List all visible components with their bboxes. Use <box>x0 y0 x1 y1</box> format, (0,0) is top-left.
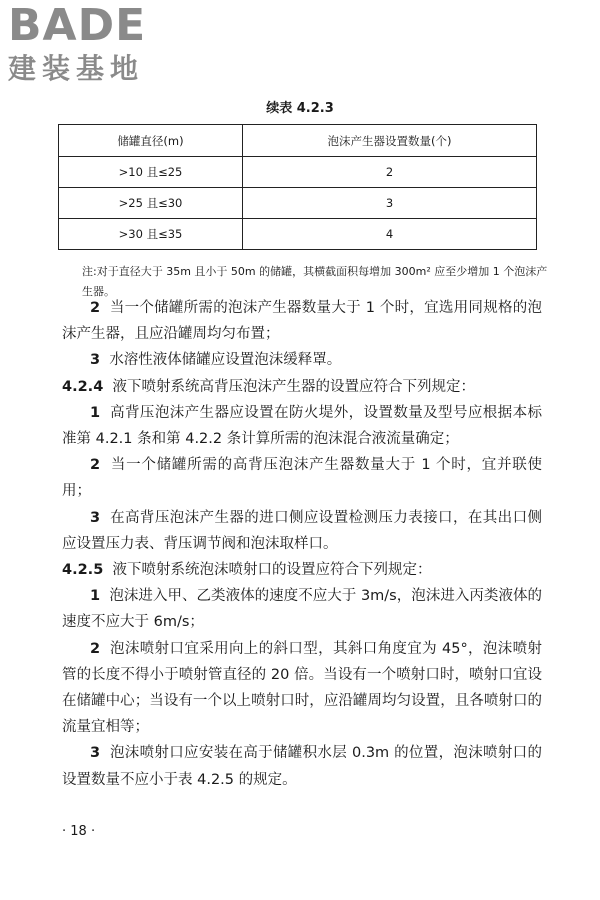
table-row <box>59 188 537 219</box>
clause-text: 当一个储罐所需的高背压泡沫产生器数量大于 1 个时，宜并联使用； <box>62 457 542 500</box>
clause-text: 当一个储罐所需的泡沫产生器数量大于 1 个时，宜选用同规格的泡沫产生器，且应沿罐周均匀布置； <box>62 300 542 343</box>
table-cell: 2 <box>243 157 537 188</box>
clause-paragraph <box>62 740 542 792</box>
clause-text: 高背压泡沫产生器应设置在防火堤外，设置数量及型号应根据本标准第 4.2.1 条和第 4.2.2 条计算所需的泡沫混合液流量确定； <box>62 404 542 448</box>
clause-paragraph <box>62 557 542 583</box>
clause-number: 2 <box>90 457 101 474</box>
clause-paragraph <box>62 583 542 635</box>
body-text <box>62 295 542 793</box>
table-header-cell: 储罐直径(m) <box>59 125 243 157</box>
table-row <box>59 219 537 250</box>
logo-wordmark: BADE <box>8 0 147 51</box>
table-cell: >30 且≤35 <box>59 219 243 250</box>
brand-logo <box>8 2 183 86</box>
table-cell: >10 且≤25 <box>59 157 243 188</box>
table-header-cell: 泡沫产生器设置数量(个) <box>243 125 537 157</box>
clause-text: 泡沫进入甲、乙类液体的速度不应大于 3m/s，泡沫进入丙类液体的速度不应大于 6m/s； <box>62 588 543 631</box>
clause-paragraph <box>62 400 542 452</box>
table-row <box>59 157 537 188</box>
table-cell: 4 <box>243 219 537 250</box>
table-note: 注:对于直径大于 35m 且小于 50m 的储罐，其横截面积每增加 300m² 应至少增加 1 个泡沫产生器。 <box>82 265 548 298</box>
table-cell: >25 且≤30 <box>59 188 243 219</box>
spec-table <box>58 124 537 250</box>
clause-paragraph <box>62 374 542 400</box>
clause-number: 2 <box>90 300 101 316</box>
clause-number: 4.2.5 <box>62 562 104 579</box>
clause-number: 4.2.4 <box>62 378 104 395</box>
clause-number: 1 <box>90 588 101 605</box>
clause-number: 1 <box>90 404 101 421</box>
clause-paragraph <box>62 295 542 347</box>
table-header-row <box>59 125 537 157</box>
clause-text: 液下喷射系统泡沫喷射口的设置应符合下列规定： <box>112 562 432 579</box>
clause-text: 水溶性液体储罐应设置泡沫缓释罩。 <box>109 352 342 369</box>
clause-number: 2 <box>90 640 101 657</box>
clause-paragraph <box>62 505 542 557</box>
clause-paragraph <box>62 347 542 373</box>
clause-paragraph <box>62 636 542 741</box>
clause-text: 液下喷射系统高背压泡沫产生器的设置应符合下列规定： <box>112 378 476 395</box>
clause-number: 3 <box>90 352 101 369</box>
table-caption: 续表 4.2.3 <box>266 101 334 116</box>
page-number: · 18 · <box>62 824 96 839</box>
clause-text: 泡沫喷射口宜采用向上的斜口型，其斜口角度宜为 45°，泡沫喷射管的长度不得小于喷射管直径的 20 倍。当设有一个喷射口时，喷射口宜设在储罐中心；当设有一个以上喷射口时，应沿罐周均匀设置，且各喷射口的流量宜相等； <box>62 640 543 736</box>
clause-paragraph <box>62 452 542 504</box>
table-cell: 3 <box>243 188 537 219</box>
clause-text: 在高背压泡沫产生器的进口侧应设置检测压力表接口，在其出口侧应设置压力表、背压调节阀和泡沫取样口。 <box>62 509 542 552</box>
clause-number: 3 <box>90 509 101 526</box>
clause-text: 泡沫喷射口应安装在高于储罐积水层 0.3m 的位置，泡沫喷射口的设置数量不应小于表 4.2.5 的规定。 <box>62 745 542 788</box>
clause-number: 3 <box>90 745 101 762</box>
logo-subtitle: 建装基地 <box>8 52 145 85</box>
